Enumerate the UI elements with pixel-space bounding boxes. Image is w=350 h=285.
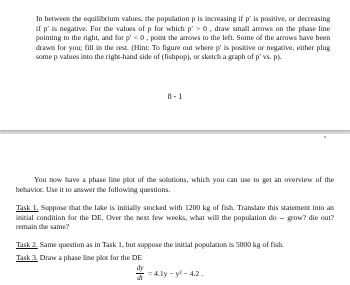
task-3-label: Task 3. [16, 253, 38, 262]
task-2-label: Task 2. [16, 240, 38, 249]
page-bottom [0, 134, 350, 285]
differential-equation [136, 265, 203, 282]
task-3 [16, 253, 334, 263]
task-2-text: Same question as in Task 1, but suppose the initial population is 5000 kg of fish. [37, 240, 284, 249]
derivative-numerator: dy [136, 264, 144, 272]
task-1-label: Task 1. [16, 203, 39, 212]
speck-mark [324, 136, 326, 138]
task-3-text: Draw a phase line plot for the DE [37, 253, 142, 262]
phase-line-instructions: In between the equilibrium values, the population p is increasing if p′ is positive, or decreasing if p′ is negative. For the values of p for which p′ > 0 , draw small arrows on the phase line pointing to the right, and for p′ < 0 , point the arrows to the left. Some of the arrows have been drawn for you; fill in the rest. (Hint: To figure out where p′ is positive or negative, either plug some p values into the right-hand side of (fishpop), or sketch a graph of p′ vs. p). [36, 14, 330, 62]
page-top [0, 0, 350, 130]
task-1 [16, 203, 334, 232]
page-number: 8 - 1 [167, 92, 183, 101]
equation-rhs: = 4.1y − y² − 4.2 . [148, 269, 203, 278]
derivative-denominator: dt [137, 274, 143, 282]
intro-paragraph: You now have a phase line plot of the solutions, which you can use to get an overview of the behavior. Use it to answer the following questions. [16, 175, 334, 194]
task-1-text: Suppose that the lake is initially stocked with 1200 kg of fish. Translate this statement into an initial condition for the DE. Over the next few weeks, what will the population do -- grow? die out? remain the same? [16, 203, 334, 232]
task-2 [16, 240, 334, 250]
derivative-fraction [136, 265, 144, 282]
